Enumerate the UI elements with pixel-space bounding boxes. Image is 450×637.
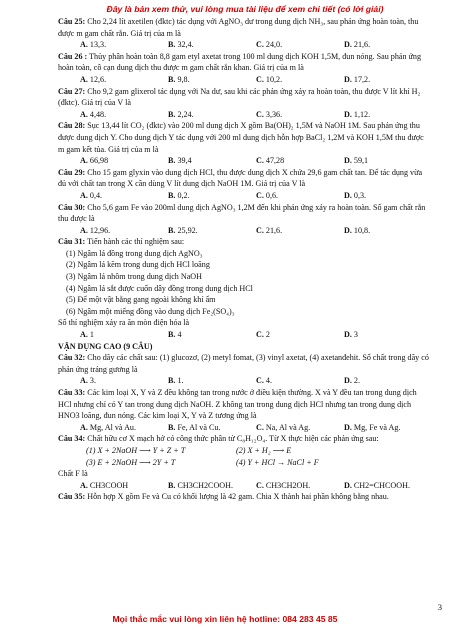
answers-34: A. CH3COOH B. CH3CH2COOH. C. CH3CH2OH. D. CH2=CHCOOH. [80,480,410,490]
answers-32: A. 3. B. 1. C. 4. D. 2. [80,376,360,386]
reactions-row-2 [58,457,432,469]
preview-banner: Đây là bản xem thử, vui lòng mua tài liệu để xem chi tiết (có lời giải) [106,4,384,14]
answers-25: A. 13,3. B. 32,4. C. 24,0. D. 21,6. [80,40,371,50]
experiment-item: (4) Ngâm lá sắt được cuốn dây đồng trong dung dịch HCl [66,283,253,293]
answers-29: A. 0,4. B. 0,2. C. 0,6. D. 0,3. [80,190,367,200]
experiment-item: (3) Ngâm lá nhôm trong dung dịch NaOH [66,272,202,282]
question-33: Câu 33: Các kim loại X, Y và Z đều không tan trong nước ở điều kiện thường. X và Y đều tan trong dung dịch HCl nhưng chỉ có Y tan trong dung dịch NaOH. Z không tan trong dung dịch HCl nhưng tan trong dung dịch HNO3 loãng, đun nóng. Các kim loại X, Y và Z tương ứng là [58,388,417,421]
question-31-tail: Số thí nghiệm xảy ra ăn mòn điện hóa là [58,318,190,328]
question-28: Câu 28: Sục 13,44 lít CO₂ (đktc) vào 200 ml dung dịch X gồm Ba(OH)₂ 1,5M và NaOH 1M. Sau phản ứng thu được dung dịch Y. Cho dung dịch Y tác dụng với 200 ml dung dịch hỗn hợp BaCl₂ 1,2M và KOH 1,5M thu được m gam kết tủa. Giá trị của m là [58,121,424,154]
reaction-4: (4) Y + HCl → NaCl + F [236,457,319,467]
reaction-1: (1) X + 2NaOH ⟶ Y + Z + T [86,445,186,455]
question-27: Câu 27: Cho 9,2 gam glixerol tác dụng với Na dư, sau khi các phản ứng xảy ra hoàn toàn, thu được V lít khí H₂ (đktc). Giá trị của V là [58,86,421,108]
document-content [58,16,432,503]
page-number: 3 [437,602,442,612]
question-32: Câu 32: Cho dãy các chất sau: (1) glucozơ, (2) metyl fomat, (3) vinyl axetat, (4) axetanđehit. Số chất trong dãy có phản ứng tráng gương là [58,353,429,374]
answers-28: A. 66,98 B. 39,4 C. 47,28 D. 59,1 [80,156,369,166]
question-25: Câu 25: Cho 2,24 lít axetilen (đktc) tác dụng với AgNO₃ dư trong dung dịch NH₃, sau phản ứng hoàn toàn, thu được m gam chất rắn. Giá trị của m là [58,17,419,38]
reactions-row-1 [58,445,432,457]
experiment-item: (5) Để một vật bằng gang ngoài không khí ẩm [66,295,216,305]
question-30: Câu 30: Cho 5,6 gam Fe vào 200ml dung dịch AgNO₃ 1,2M đến khi phản ứng xảy ra hoàn toàn. Số gam chất rắn thu được là [58,202,426,224]
experiment-item: (6) Ngâm một miếng đồng vào dung dịch Fe₂(SO₄)₃ [66,306,235,316]
answers-33: A. Mg, Al và Au. B. Fe, Al và Cu. C. Na, Al và Ag. D. Mg, Fe và Ag. [80,422,401,432]
question-29: Câu 29: Cho 15 gam glyxin vào dung dịch HCl, thu được dung dịch X chứa 29,6 gam chất tan. Để tác dụng vừa đủ với chất tan trong X cần dùng V lít dung dịch NaOH 1M. Giá trị của V là [58,167,423,189]
question-26: Câu 26 : Thủy phân hoàn toàn 8,8 gam etyl axetat trong 100 ml dung dịch KOH 1,5M, đun nóng. Sau phản ứng hoàn toàn, cô cạn dung dịch thu được m gam chất rắn khan. Giá trị của m là [58,51,422,73]
experiment-item: (2) Ngâm lá kẽm trong dung dịch HCl loãng [66,260,210,270]
experiment-item: (1) Ngâm lá đồng trong dung dịch AgNO₃ [66,248,203,258]
answers-31: A. 1 B. 4 C. 2 D. 3 [80,330,358,340]
answers-27: A. 4,48. B. 2,24. C. 3,36. D. 1,12. [80,109,371,119]
question-35: Câu 35: Hỗn hợp X gồm Fe và Cu có khối lượng là 42 gam. Chia X thành hai phần không bằng nhau. [58,492,389,502]
answers-26: A. 12,6. B. 9,8. C. 10,2. D. 17,2. [80,74,371,84]
question-31: Câu 31: Tiến hành các thí nghiệm sau: [58,237,185,247]
reaction-2: (2) X + H₂ ⟶ E [236,445,292,455]
answers-30: A. 12,96. B. 25,92. C. 21,6. D. 10,8. [80,225,371,235]
reaction-3: (3) E + 2NaOH ⟶ 2Y + T [86,457,176,467]
section-heading: VẬN DỤNG CAO (9 CÂU) [58,341,153,351]
question-34: Câu 34: Chất hữu cơ X mạch hở có công thức phân tử C₈H₁₂O₄. Từ X thực hiện các phản ứng sau: [58,434,379,444]
question-34-tail: Chất F là [58,469,88,479]
hotline-footer: Mọi thắc mắc vui lòng xin liên hệ hotline: 084 283 45 85 [112,614,338,624]
